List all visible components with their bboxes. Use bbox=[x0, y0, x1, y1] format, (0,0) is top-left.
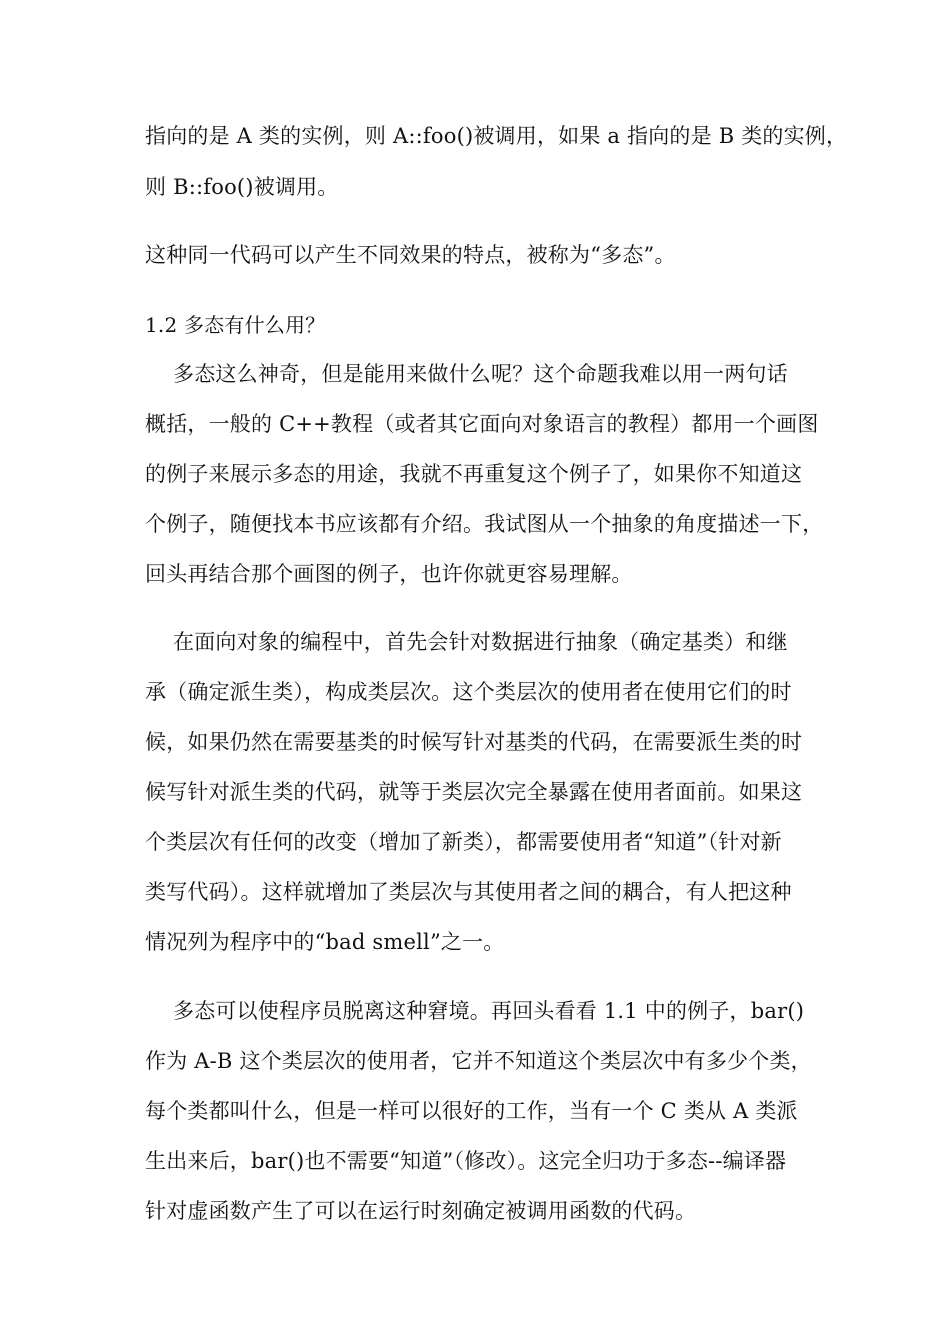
paragraph-line: 则 B::foo()被调用。 bbox=[145, 175, 339, 199]
paragraph-line: 在面向对象的编程中，首先会针对数据进行抽象（确定基类）和继 bbox=[173, 630, 788, 654]
paragraph-line: 情况列为程序中的“bad smell”之一。 bbox=[145, 930, 505, 954]
paragraph-line: 每个类都叫什么，但是一样可以很好的工作，当有一个 C 类从 A 类派 bbox=[145, 1099, 798, 1123]
paragraph-line: 候写针对派生类的代码，就等于类层次完全暴露在使用者面前。如果这 bbox=[145, 780, 803, 804]
paragraph-line: 承（确定派生类），构成类层次。这个类层次的使用者在使用它们的时 bbox=[145, 680, 792, 704]
paragraph-line: 个类层次有任何的改变（增加了新类），都需要使用者“知道”（针对新 bbox=[145, 830, 782, 854]
paragraph-line: 回头再结合那个画图的例子，也许你就更容易理解。 bbox=[145, 562, 633, 586]
paragraph-line: 多态可以使程序员脱离这种窘境。再回头看看 1.1 中的例子，bar() bbox=[173, 999, 805, 1023]
paragraph-line: 候，如果仍然在需要基类的时候写针对基类的代码，在需要派生类的时 bbox=[145, 730, 803, 754]
paragraph-line: 个例子，随便找本书应该都有介绍。我试图从一个抽象的角度描述一下， bbox=[145, 512, 824, 536]
paragraph-line: 概括，一般的 C++教程（或者其它面向对象语言的教程）都用一个画图 bbox=[145, 412, 819, 436]
section-heading: 1.2 多态有什么用？ bbox=[145, 313, 326, 337]
paragraph-line: 类写代码）。这样就增加了类层次与其使用者之间的耦合，有人把这种 bbox=[145, 880, 792, 904]
paragraph-line: 针对虚函数产生了可以在运行时刻确定被调用函数的代码。 bbox=[145, 1199, 697, 1223]
paragraph-line: 生出来后，bar()也不需要“知道”（修改）。这完全归功于多态--编译器 bbox=[145, 1149, 787, 1173]
paragraph-line: 作为 A-B 这个类层次的使用者，它并不知道这个类层次中有多少个类， bbox=[145, 1049, 812, 1073]
paragraph-line: 的例子来展示多态的用途，我就不再重复这个例子了，如果你不知道这 bbox=[145, 462, 803, 486]
paragraph-line: 这种同一代码可以产生不同效果的特点，被称为“多态”。 bbox=[145, 243, 676, 267]
paragraph-line: 多态这么神奇，但是能用来做什么呢？这个命题我难以用一两句话 bbox=[173, 362, 788, 386]
paragraph-line: 指向的是 A 类的实例，则 A::foo()被调用，如果 a 指向的是 B 类的实例， bbox=[145, 124, 848, 148]
